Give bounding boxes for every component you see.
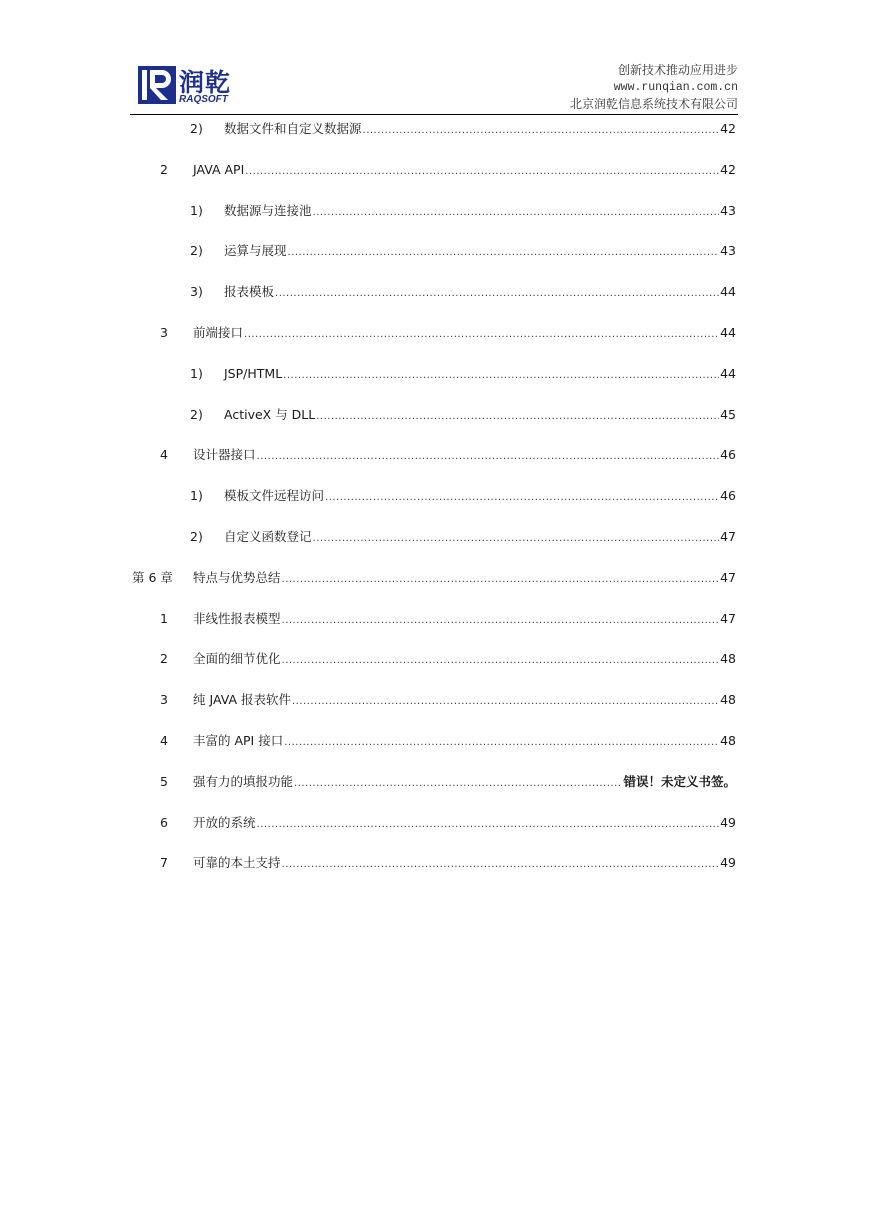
toc-entry-title: 运算与展现 xyxy=(224,243,287,259)
toc-entry[interactable] xyxy=(190,241,736,261)
toc-entry-title: 开放的系统 xyxy=(193,814,256,830)
toc-entry-line xyxy=(193,649,736,671)
toc-entry-number: 3 xyxy=(160,692,168,708)
header-company: 北京润乾信息系统技术有限公司 xyxy=(569,97,738,111)
toc-entry[interactable] xyxy=(190,282,736,302)
toc-entry-line xyxy=(193,772,736,794)
toc-entry-page: 46 xyxy=(720,488,736,504)
toc-entry-number: 4 xyxy=(160,447,168,463)
toc-entry-page: 47 xyxy=(720,529,736,544)
toc-leader-dots xyxy=(257,445,720,467)
toc-entry-line xyxy=(193,690,736,712)
toc-entry-line xyxy=(224,527,736,549)
toc-entry[interactable] xyxy=(190,119,736,139)
toc-entry-number: 2) xyxy=(190,121,203,136)
toc-entry[interactable] xyxy=(190,486,736,506)
toc-entry-page: 44 xyxy=(720,284,736,300)
toc-entry-page: 44 xyxy=(720,325,736,340)
toc-entry-number: 3) xyxy=(190,284,203,300)
toc-entry-title: 非线性报表模型 xyxy=(193,610,281,626)
toc-entry-page: 43 xyxy=(720,243,736,259)
toc-entry[interactable] xyxy=(132,568,736,588)
toc-entry-title: 可靠的本土支持 xyxy=(193,855,281,871)
toc-entry-page: 47 xyxy=(720,569,736,585)
toc-entry-page: 44 xyxy=(720,365,736,381)
toc-entry-number: 2 xyxy=(160,161,168,177)
toc-entry[interactable] xyxy=(160,690,736,710)
toc-entry-title: 设计器接口 xyxy=(193,447,256,463)
toc-entry-number: 4 xyxy=(160,733,168,748)
toc-entry-line xyxy=(193,853,736,875)
toc-entry-number: 7 xyxy=(160,855,168,871)
toc-leader-dots xyxy=(292,690,719,712)
toc-entry-number: 2) xyxy=(190,529,203,544)
toc-entry[interactable] xyxy=(160,609,736,629)
toc-entry-line xyxy=(193,609,736,631)
toc-entry[interactable] xyxy=(160,323,736,343)
toc-leader-dots xyxy=(288,241,720,263)
toc-entry-title: JSP/HTML xyxy=(224,365,283,381)
toc-entry-title: 数据文件和自定义数据源 xyxy=(224,121,362,136)
toc-leader-dots xyxy=(282,649,720,671)
toc-leader-dots xyxy=(313,527,720,549)
toc-leader-dots xyxy=(294,772,622,794)
toc-entry-page: 48 xyxy=(720,692,736,708)
toc-entry-line xyxy=(224,486,736,508)
toc-entry[interactable] xyxy=(160,813,736,833)
toc-entry-title: 前端接口 xyxy=(193,325,244,340)
toc-entry-title: ActiveX 与 DLL xyxy=(224,406,316,422)
toc-entry[interactable] xyxy=(160,445,736,465)
toc-entry-title: 特点与优势总结 xyxy=(193,569,281,585)
toc-entry-line xyxy=(224,364,736,386)
toc-entry-line xyxy=(193,813,736,835)
toc-entry-line xyxy=(224,119,736,141)
toc-entry-line xyxy=(224,405,736,427)
toc-entry-title: 报表模板 xyxy=(224,284,275,300)
toc-entry-page: 49 xyxy=(720,814,736,830)
toc-entry-number: 3 xyxy=(160,325,168,340)
toc-entry-page: 49 xyxy=(720,855,736,871)
toc-entry-title: 强有力的填报功能 xyxy=(193,773,294,789)
raqsoft-logo-icon xyxy=(138,66,176,104)
toc-entry-number: 1) xyxy=(190,202,203,218)
header-website: www.runqian.com.cn xyxy=(613,81,738,94)
toc-entry-title: 自定义函数登记 xyxy=(224,529,312,544)
toc-entry[interactable] xyxy=(190,201,736,221)
toc-leader-dots xyxy=(282,568,720,590)
toc-leader-dots xyxy=(282,853,720,875)
toc-entry-number: 5 xyxy=(160,773,168,789)
toc-leader-dots xyxy=(283,364,719,386)
toc-entry[interactable] xyxy=(160,160,736,180)
toc-entry-page: 43 xyxy=(720,202,736,218)
toc-entry-line xyxy=(193,731,736,753)
toc-entry[interactable] xyxy=(160,649,736,669)
toc-entry-page: 48 xyxy=(720,651,736,667)
toc-entry-number: 2) xyxy=(190,406,203,422)
toc-leader-dots xyxy=(275,282,719,304)
toc-leader-dots xyxy=(257,813,720,835)
toc-entry-title: 纯 JAVA 报表软件 xyxy=(193,692,291,708)
header-info xyxy=(570,62,738,113)
toc-leader-dots xyxy=(244,323,719,345)
toc-entry-title: 全面的细节优化 xyxy=(193,651,281,667)
toc-entry-line xyxy=(224,241,736,263)
toc-entry-page: 48 xyxy=(720,733,736,748)
logo-chinese-text: 润乾 xyxy=(179,68,232,97)
toc-entry-line xyxy=(193,160,736,182)
toc-leader-dots xyxy=(245,160,719,182)
toc-leader-dots xyxy=(363,119,720,141)
toc-entry-number: 2) xyxy=(190,243,203,259)
toc-entry-title: 数据源与连接池 xyxy=(224,202,312,218)
header-slogan: 创新技术推动应用进步 xyxy=(617,63,738,77)
toc-leader-dots xyxy=(284,731,719,753)
toc-entry[interactable] xyxy=(190,364,736,384)
raqsoft-logo xyxy=(138,66,238,106)
header-divider xyxy=(130,114,738,115)
toc-entry-number: 第 6 章 xyxy=(132,569,173,585)
toc-entry-number: 1) xyxy=(190,365,203,381)
page-header xyxy=(132,58,738,114)
toc-entry-number: 1 xyxy=(160,610,168,626)
toc-entry-line xyxy=(193,323,736,345)
toc-leader-dots xyxy=(316,405,719,427)
toc-entry[interactable] xyxy=(190,527,736,547)
toc-entry[interactable] xyxy=(160,853,736,873)
toc-entry-line xyxy=(193,445,736,467)
toc-entry-title: 模板文件远程访问 xyxy=(224,488,325,504)
toc-entry-line xyxy=(224,282,736,304)
toc-entry-number: 1) xyxy=(190,488,203,504)
toc-entry[interactable] xyxy=(190,405,736,425)
toc-entry-page: 46 xyxy=(720,447,736,463)
toc-entry-page: 45 xyxy=(720,406,736,422)
toc-entry[interactable] xyxy=(160,772,736,792)
toc-entry-page: 47 xyxy=(720,610,736,626)
toc-entry-number: 2 xyxy=(160,651,168,667)
toc-entry-page: 42 xyxy=(720,121,736,136)
toc-leader-dots xyxy=(282,609,720,631)
toc-leader-dots xyxy=(325,486,719,508)
toc-entry-title: JAVA API xyxy=(193,161,245,177)
toc-entry-number: 6 xyxy=(160,814,168,830)
toc-entry-page: 42 xyxy=(720,161,736,177)
logo-english-text: RAQSOFT xyxy=(179,94,228,105)
toc-entry[interactable] xyxy=(160,731,736,751)
toc-entry-line xyxy=(193,568,736,590)
toc-entry-line xyxy=(224,201,736,223)
toc-leader-dots xyxy=(313,201,720,223)
toc-entry-title: 丰富的 API 接口 xyxy=(193,733,284,748)
toc-entry-error: 错误！未定义书签。 xyxy=(623,773,736,789)
